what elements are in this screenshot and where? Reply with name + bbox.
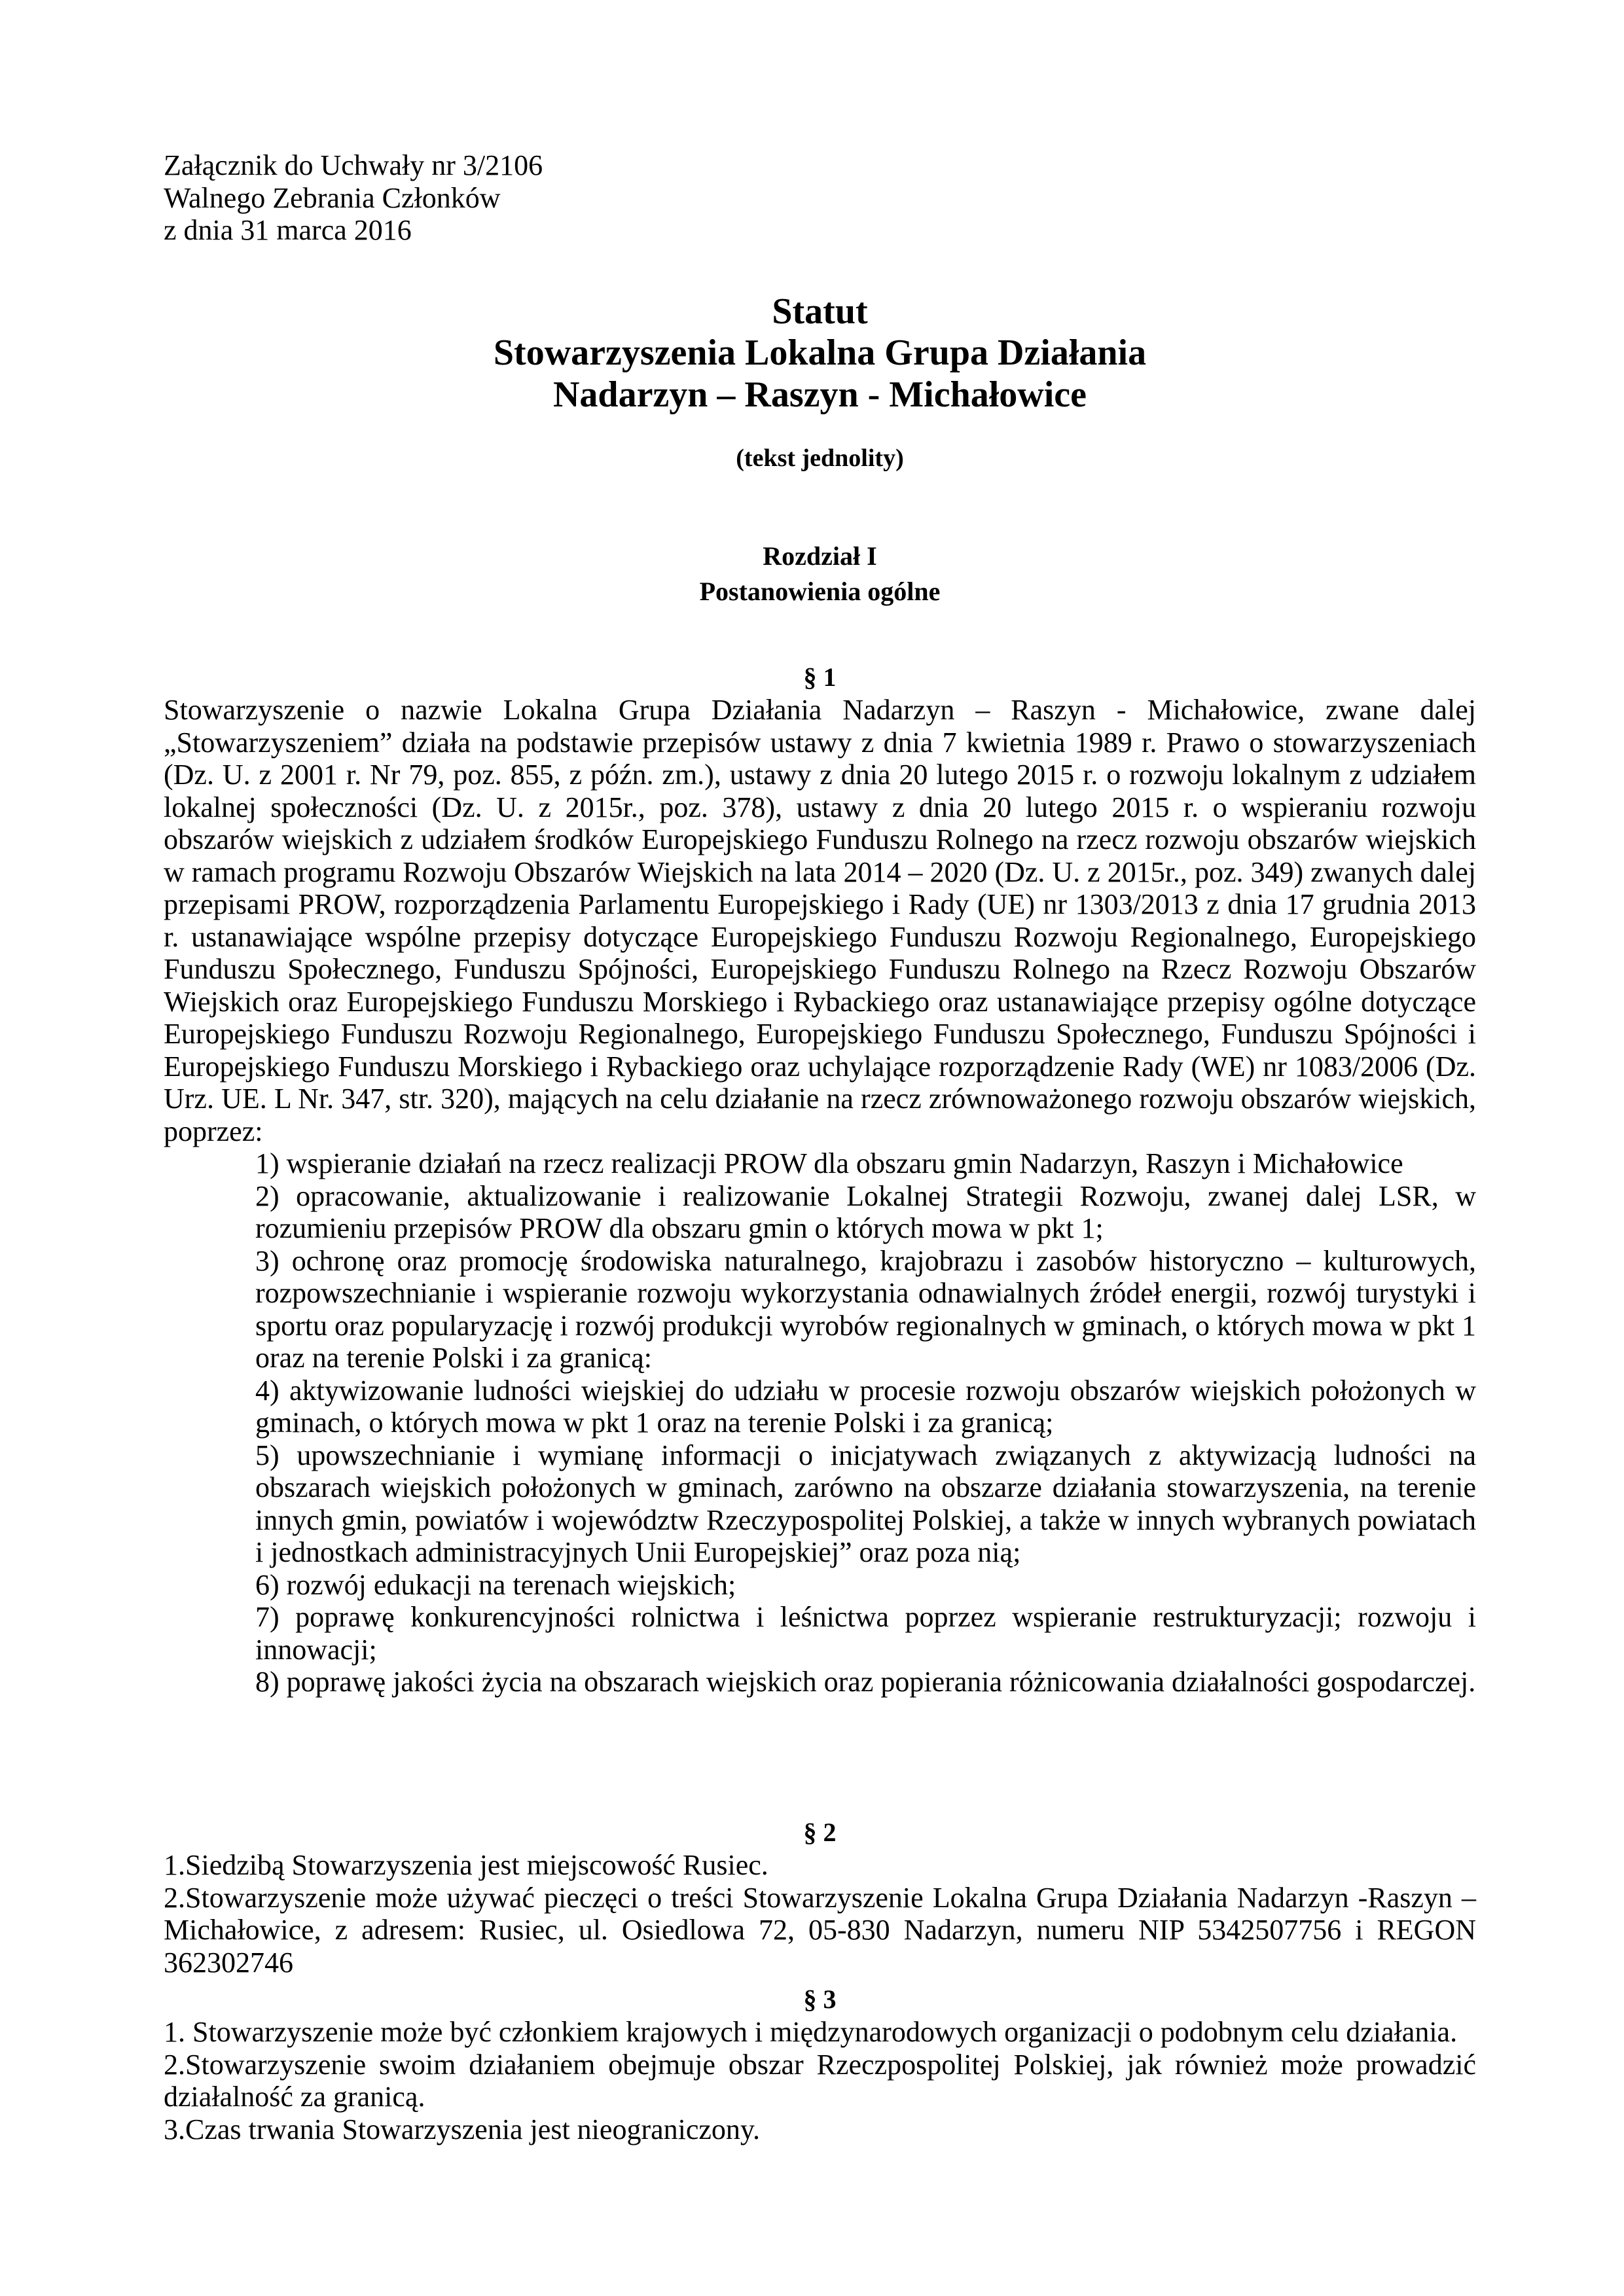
section-paragraph: 2.Stowarzyszenie swoim działaniem obejmuje obszar Rzeczpospolitej Polskiej, jak również może prowadzić działalność za granicą. (164, 2048, 1476, 2113)
header-line: z dnia 31 marca 2016 (164, 214, 412, 246)
section-2 (164, 1816, 1476, 1979)
header-line: Załącznik do Uchwały nr 3/2106 (164, 149, 543, 181)
title-subtitle: (tekst jednolity) (736, 444, 904, 472)
section-paragraph: 3.Czas trwania Stowarzyszenia jest nieograniczony. (164, 2113, 761, 2145)
attachment-header (164, 149, 543, 247)
list-item: 1) wspieranie działań na rzecz realizacji PROW dla obszaru gmin Nadarzyn, Raszyn i Michałowice (255, 1147, 1403, 1179)
chapter-heading (164, 539, 1476, 609)
section-sign: § 1 (803, 662, 837, 692)
list-item: 6) rozwój edukacji na terenach wiejskich; (255, 1568, 736, 1601)
section-paragraph: 2.Stowarzyszenie może używać pieczęci o treści Stowarzyszenie Lokalna Grupa Działania Nadarzyn -Raszyn – Michałowice, z adresem: Rusiec, ul. Osiedlowa 72, 05-830 Nadarzyn, numeru NIP 5342507756 i REGON 362302746 (164, 1881, 1476, 1979)
title-main: Statut (772, 291, 868, 332)
section-1-intro: Stowarzyszenie o nazwie Lokalna Grupa Działania Nadarzyn – Raszyn - Michałowice, zwane dalej „Stowarzyszeniem” działa na podstawie przepisów ustawy z dnia 7 kwietnia 1989 r. Prawo o stowarzyszeniach (Dz. U. z 2001 r. Nr 79, poz. 855, z późn. zm.), ustawy z dnia 20 lutego 2015 r. o rozwoju lokalnym z udziałem lokalnej społeczności (Dz. U. z 2015r., poz. 378), ustawy z dnia 20 lutego 2015 r. o wspieraniu rozwoju obszarów wiejskich z udziałem środków Europejskiego Funduszu Rolnego na rzecz rozwoju obszarów wiejskich w ramach programu Rozwoju Obszarów Wiejskich na lata 2014 – 2020 (Dz. U. z 2015r., poz. 349) zwanych dalej przepisami PROW, rozporządzenia Parlamentu Europejskiego i Rady (UE) nr 1303/2013 z dnia 17 grudnia 2013 r. ustanawiające wspólne przepisy dotyczące Europejskiego Funduszu Rozwoju Regionalnego, Europejskiego Funduszu Społecznego, Funduszu Spójności, Europejskiego Funduszu Rolnego na Rzecz Rozwoju Obszarów Wiejskich oraz Europejskiego Funduszu Morskiego i Rybackiego oraz ustanawiające przepisy ogólne dotyczące Europejskiego Funduszu Rozwoju Regionalnego, Europejskiego Funduszu Społecznego, Funduszu Spójności i Europejskiego Funduszu Morskiego i Rybackiego oraz uchylające rozporządzenie Rady (WE) nr 1083/2006 (Dz. Urz. UE. L Nr. 347, str. 320), mających na celu działanie na rzecz zrównoważonego rozwoju obszarów wiejskich, poprzez: (164, 694, 1476, 1147)
title-line-3: Nadarzyn – Raszyn - Michałowice (552, 374, 1087, 415)
header-line: Walnego Zebrania Członków (164, 181, 501, 214)
section-1-list (164, 1147, 1476, 1698)
list-item: 2) opracowanie, aktualizowanie i realizowanie Lokalnej Strategii Rozwoju, zwanej dalej LSR, w rozumieniu przepisów PROW dla obszaru gmin o których mowa w pkt 1; (255, 1179, 1476, 1244)
section-sign: § 2 (803, 1818, 837, 1847)
section-3 (164, 1983, 1476, 2145)
list-item: 8) poprawę jakości życia na obszarach wiejskich oraz popierania różnicowania działalności gospodarczej. (255, 1666, 1476, 1698)
section-sign: § 3 (803, 1984, 837, 2014)
document-title (164, 291, 1476, 475)
section-paragraph: 1. Stowarzyszenie może być członkiem krajowych i międzynarodowych organizacji o podobnym celu działania. (164, 2016, 1458, 2048)
chapter-number: Rozdział I (763, 541, 877, 571)
list-item: 3) ochronę oraz promocję środowiska naturalnego, krajobrazu i zasobów historyczno – kulturowych, rozpowszechnianie i wspieranie rozwoju wykorzystania odnawialnych źródeł energii, rozwój turystyki i sportu oraz popularyzację i rozwój produkcji wyrobów regionalnych w gminach, o których mowa w pkt 1 oraz na terenie Polski i za granicą: (255, 1244, 1476, 1374)
section-1 (164, 661, 1476, 1698)
list-item: 5) upowszechnianie i wymianę informacji o inicjatywach związanych z aktywizacją ludności na obszarach wiejskich położonych w gminach, zarówno na obszarze działania stowarzyszenia, na terenie innych gmin, powiatów i województw Rzeczypospolitej Polskiej, a także w innych wybranych powiatach i jednostkach administracyjnych Unii Europejskiej” oraz poza nią; (255, 1439, 1476, 1568)
chapter-name: Postanowienia ogólne (699, 577, 941, 606)
list-item: 7) poprawę konkurencyjności rolnictwa i leśnictwa poprzez wspieranie restrukturyzacji; rozwoju i innowacji; (255, 1601, 1476, 1666)
list-item: 4) aktywizowanie ludności wiejskiej do udziału w procesie rozwoju obszarów wiejskich położonych w gminach, o których mowa w pkt 1 oraz na terenie Polski i za granicą; (255, 1374, 1476, 1439)
title-line-2: Stowarzyszenia Lokalna Grupa Działania (493, 332, 1147, 373)
section-paragraph: 1.Siedzibą Stowarzyszenia jest miejscowość Rusiec. (164, 1849, 768, 1881)
